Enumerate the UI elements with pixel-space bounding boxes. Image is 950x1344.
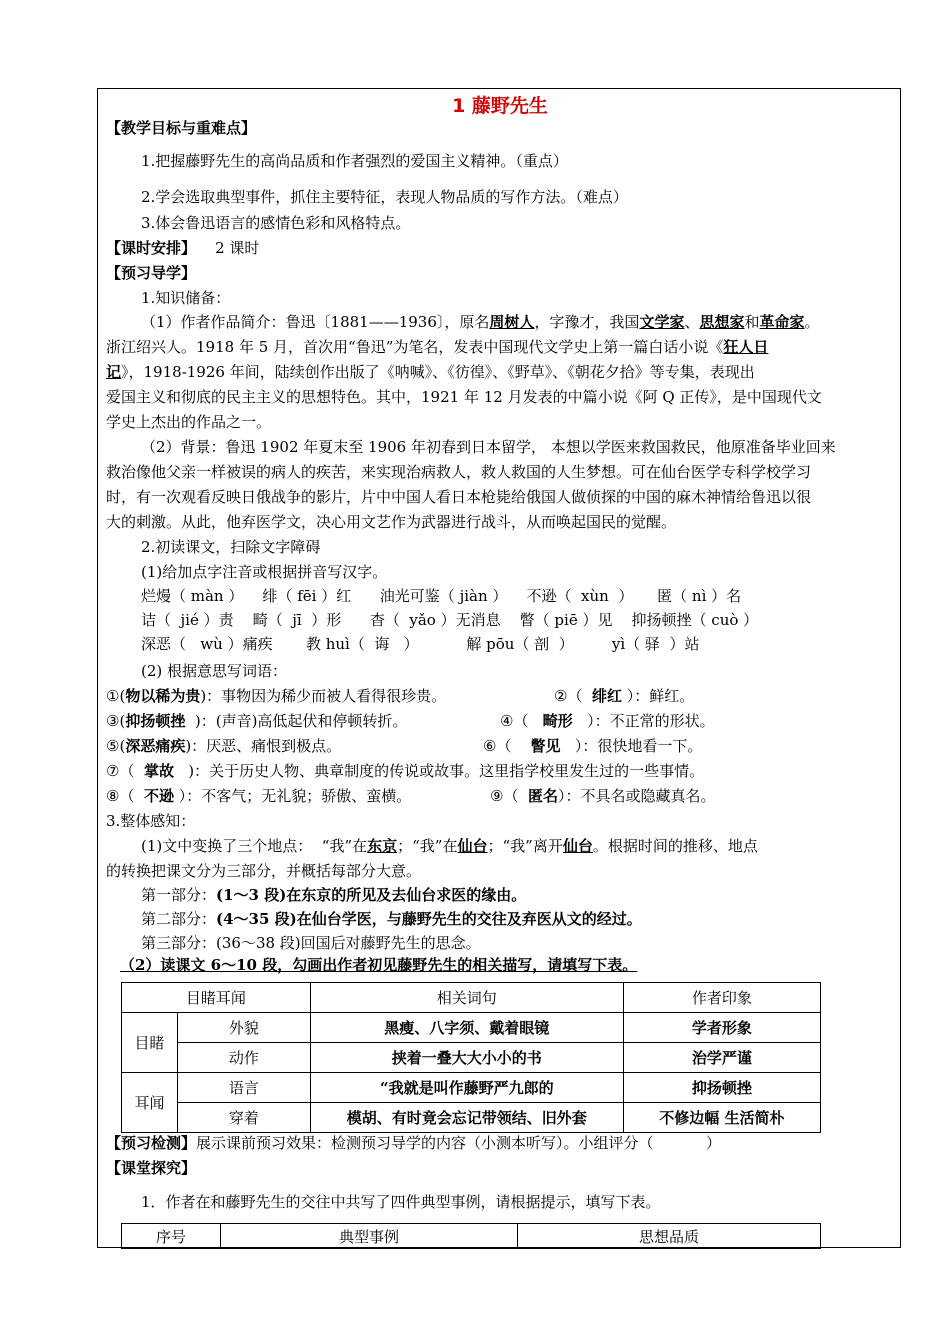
table-cell: 不修边幅 生活简朴 [623,1103,820,1133]
phonetic-row-1: 烂熳（ màn ） 绯（ fēi ）红 油光可鉴（ jiàn ） 不逊（ xùn ） 匿（ nì ）名 [141,587,742,605]
table-cell: 模胡、有时竟会忘记带领结、旧外套 [310,1103,623,1133]
table-header: 目睹耳闻 [122,983,311,1013]
section-hours: 【课时安排】 [106,239,197,257]
first-impression-table [121,982,821,1133]
overall-q1-line2: 的转换把课文分为三部分，并概括每部分大意。 [106,862,422,880]
vocab-row-4: ⑦（ 掌故 )：关于历史人物、典章制度的传说或故事。这里指学校里发生过的一些事情。 [106,762,705,780]
table-header: 作者印象 [623,983,820,1013]
table-cell: 穿着 [178,1103,311,1133]
lesson-page [97,88,901,1248]
hours-value: 2 课时 [215,239,260,257]
author-intro-line3: 记》，1918-1926 年间，陆续创作出版了《呐喊》、《彷徨》、《野草》、《朝花夕拾》等专集，表现出 [106,363,755,381]
table-cell: 学者形象 [623,1013,820,1043]
part-2: 第二部分：(4～35 段)在仙台学医，与藤野先生的交往及弃医从文的经过。 [141,910,642,928]
hours-line [106,238,259,258]
section-preview: 【预习导学】 [106,264,197,282]
overall-head: 3.整体感知： [106,812,196,830]
goal-1: 1.把握藤野先生的高尚品质和作者强烈的爱国主义精神。（重点） [141,152,568,170]
author-intro-line1: （1）作者作品简介：鲁迅〔1881——1936〕，原名周树人，字豫才，我国文学家、思想家和革命家。 [141,313,820,331]
table-header: 序号 [122,1224,221,1249]
part-1: 第一部分：(1～3 段)在东京的所见及去仙台求医的缘由。 [141,886,527,904]
knowledge-head: 1.知识储备： [141,289,231,307]
group-label: 目睹 [122,1013,178,1073]
group-label: 耳闻 [122,1073,178,1133]
question-2: （2）读课文 6～10 段，勾画出作者初见藤野先生的相关描写，请填写下表。 [120,956,638,974]
vocab-row-2: ③(抑扬顿挫 )：(声音)高低起伏和停顿转折。 [106,712,408,730]
author-intro-line4: 爱国主义和彻底的民主主义的思想特色。其中，1921 年 12 月发表的中篇小说《阿 Q 正传》，是中国现代文 [106,388,822,406]
author-intro-line2: 浙江绍兴人。1918 年 5 月，首次用“鲁迅”为笔名，发表中国现代文学史上第一篇白话小说《狂人日 [106,338,769,356]
phonetic-row-2: 诘（ jié ）责 畸（ jī ）形 杳（ yǎo ）无消息 瞥（ piē ）见 抑扬顿挫（ cuò ） [141,611,759,629]
overall-q1-line1: (1)文中变换了三个地点： “我”在东京；“我”在仙台；“我”离开仙台。根据时间的推移、地点 [141,837,758,855]
table-cell: 抑扬顿挫 [623,1073,820,1103]
vocab-row-1: ①(物以稀为贵)：事物因为稀少而被人看得很珍贵。 [106,687,447,705]
background-line1: （2）背景：鲁迅 1902 年夏末至 1906 年初春到日本留学， 本想以学医来救国救民，他原准备毕业回来 [141,438,836,456]
table-cell: 动作 [178,1043,311,1073]
preview-check: 【预习检测】展示课前预习效果：检测预习导学的内容（小测本听写）。小组评分（ ） [106,1134,721,1152]
section-goals: 【教学目标与重难点】 [106,119,257,137]
page-title: 1 藤野先生 [452,95,548,117]
goal-3: 3.体会鲁迅语言的感情色彩和风格特点。 [141,214,411,232]
typical-events-table [121,1223,821,1249]
vocab-row-1b: ②（ 绯红 ）：鲜红。 [554,687,695,705]
explore-q1: 1．作者在和藤野先生的交往中共写了四件典型事例，请根据提示，填写下表。 [141,1193,661,1211]
goal-2: 2.学会选取典型事件，抓住主要特征，表现人物品质的写作方法。（难点） [141,188,628,206]
table-cell: 外貌 [178,1013,311,1043]
vocab-head: (2) 根据意思写词语： [141,662,288,680]
table-cell: 黑瘦、八字须、戴着眼镜 [310,1013,623,1043]
vocab-row-2b: ④（ 畸形 ）：不正常的形状。 [500,712,715,730]
table-cell: 语言 [178,1073,311,1103]
vocab-row-3: ⑤(深恶痛疾)：厌恶、痛恨到极点。 [106,737,342,755]
table-cell: 挟着一叠大大小小的书 [310,1043,623,1073]
table-header: 典型事例 [221,1224,518,1249]
background-line2: 救治像他父亲一样被误的病人的疾苦，来实现治病救人，救人救国的人生梦想。可在仙台医学专科学校学习 [106,463,812,481]
table-cell: 治学严谨 [623,1043,820,1073]
section-explore: 【课堂探究】 [106,1159,197,1177]
table-header: 思想品质 [518,1224,821,1249]
background-line3: 时，有一次观看反映日俄战争的影片，片中中国人看日本枪毙给俄国人做侦探的中国的麻木神情给鲁迅以很 [106,488,812,506]
table-cell: “我就是叫作藤野严九郎的 [310,1073,623,1103]
part-3: 第三部分：(36～38 段)回国后对藤野先生的思念。 [141,934,481,952]
vocab-row-5b: ⑨（ 匿名）：不具名或隐藏真名。 [490,787,716,805]
reading-head: 2.初读课文，扫除文字障碍 [141,538,321,556]
vocab-row-3b: ⑥（ 瞥见 ）：很快地看一下。 [483,737,703,755]
table-header: 相关词句 [310,983,623,1013]
phonetic-head: (1)给加点字注音或根据拼音写汉字。 [141,563,388,581]
vocab-row-5: ⑧（ 不逊 ）：不客气；无礼貌；骄傲、蛮横。 [106,787,412,805]
background-line4: 大的刺激。从此，他弃医学文，决心用文艺作为武器进行战斗，从而唤起国民的觉醒。 [106,513,677,531]
phonetic-row-3: 深恶（ wù ）痛疾 教 huì（ 诲 ） 解 pōu（ 剖 ） yì（ 驿 ）站 [141,635,700,653]
author-intro-line5: 学史上杰出的作品之一。 [106,413,272,431]
